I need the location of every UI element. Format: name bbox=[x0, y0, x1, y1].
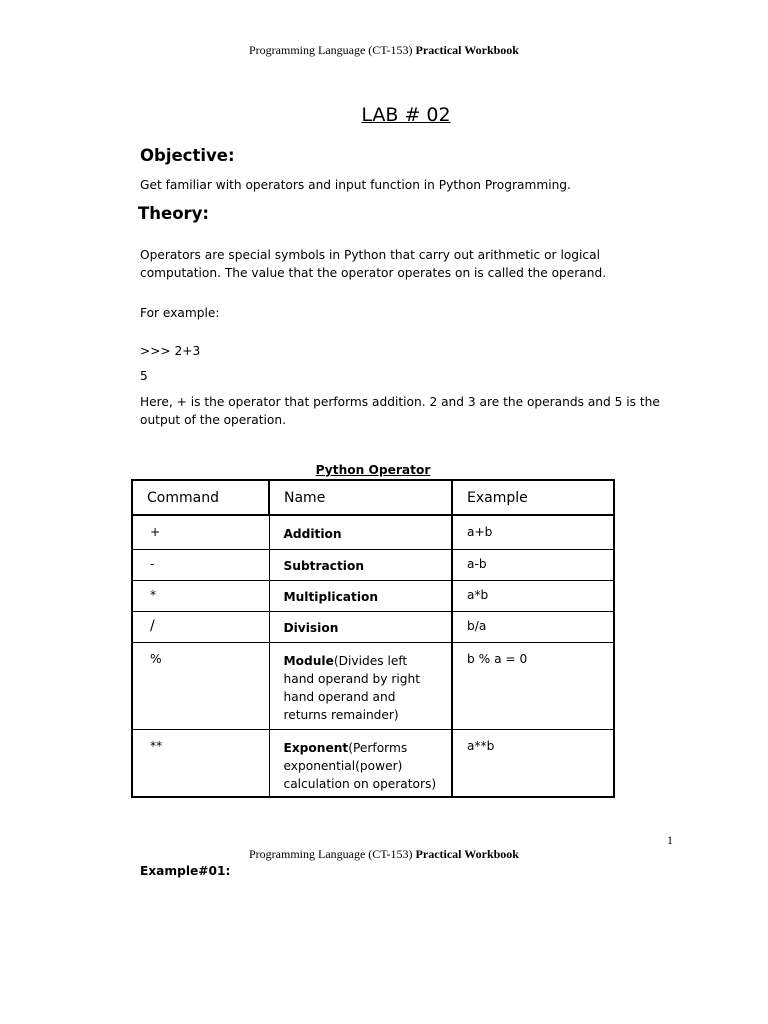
table-header-row bbox=[132, 480, 614, 515]
column-header-command: Command bbox=[132, 480, 269, 515]
example-cell: b/a bbox=[452, 611, 614, 642]
table-caption: Python Operator bbox=[315, 463, 431, 477]
operator-name: Division bbox=[283, 620, 339, 635]
command-cell: / bbox=[132, 611, 269, 642]
objective-heading: Objective: bbox=[140, 146, 235, 165]
command-cell: ** bbox=[132, 729, 269, 797]
table-row bbox=[132, 549, 614, 580]
table-row bbox=[132, 642, 614, 729]
table-row bbox=[132, 580, 614, 611]
example-cell: b % a = 0 bbox=[452, 642, 614, 729]
operator-name: Addition bbox=[283, 527, 342, 541]
operators-table bbox=[131, 479, 615, 798]
header-course: Programming Language (CT-153) bbox=[249, 847, 416, 861]
operator-name: Module bbox=[283, 653, 334, 668]
example-cell: a+b bbox=[452, 515, 614, 549]
operator-name: Subtraction bbox=[283, 558, 365, 573]
example-cell: a**b bbox=[452, 729, 614, 797]
example-cell: a*b bbox=[452, 580, 614, 611]
operator-name: Multiplication bbox=[283, 589, 379, 604]
objective-text: Get familiar with operators and input function in Python Programming. bbox=[140, 178, 571, 192]
operator-description: (Performs exponential(power) calculation on operators) bbox=[283, 740, 437, 791]
code-line: >>> 2+3 bbox=[140, 344, 201, 358]
name-cell bbox=[269, 642, 452, 729]
name-cell bbox=[269, 549, 452, 580]
column-header-example: Example bbox=[452, 480, 614, 515]
table-row bbox=[132, 515, 614, 549]
page-header-2 bbox=[0, 847, 768, 862]
name-cell bbox=[269, 729, 452, 797]
table-row bbox=[132, 729, 614, 797]
name-cell bbox=[269, 611, 452, 642]
header-workbook: Practical Workbook bbox=[415, 43, 519, 57]
name-cell bbox=[269, 515, 452, 549]
lab-title: LAB # 02 bbox=[361, 104, 451, 126]
operator-name: Exponent bbox=[283, 740, 349, 755]
table-row bbox=[132, 611, 614, 642]
operator-description: (Divides left hand operand by right hand operand and returns remainder) bbox=[283, 653, 420, 722]
theory-paragraph: Operators are special symbols in Python that carry out arithmetic or logical computation. The value that the operator operates on is called the operand. bbox=[140, 248, 607, 280]
example-cell: a-b bbox=[452, 549, 614, 580]
page-number: 1 bbox=[667, 833, 673, 847]
page-header bbox=[0, 43, 768, 58]
code-result: 5 bbox=[140, 369, 148, 383]
header-workbook: Practical Workbook bbox=[415, 847, 519, 861]
theory-heading: Theory: bbox=[138, 204, 210, 223]
command-cell: * bbox=[132, 580, 269, 611]
column-header-name: Name bbox=[269, 480, 452, 515]
command-cell: % bbox=[132, 642, 269, 729]
command-cell: - bbox=[132, 549, 269, 580]
example-heading: Example#01: bbox=[140, 864, 231, 878]
header-course: Programming Language (CT-153) bbox=[249, 43, 416, 57]
command-cell: + bbox=[132, 515, 269, 549]
theory-explanation: Here, + is the operator that performs addition. 2 and 3 are the operands and 5 is the output of the operation. bbox=[140, 395, 660, 427]
for-example-label: For example: bbox=[140, 306, 220, 320]
name-cell bbox=[269, 580, 452, 611]
